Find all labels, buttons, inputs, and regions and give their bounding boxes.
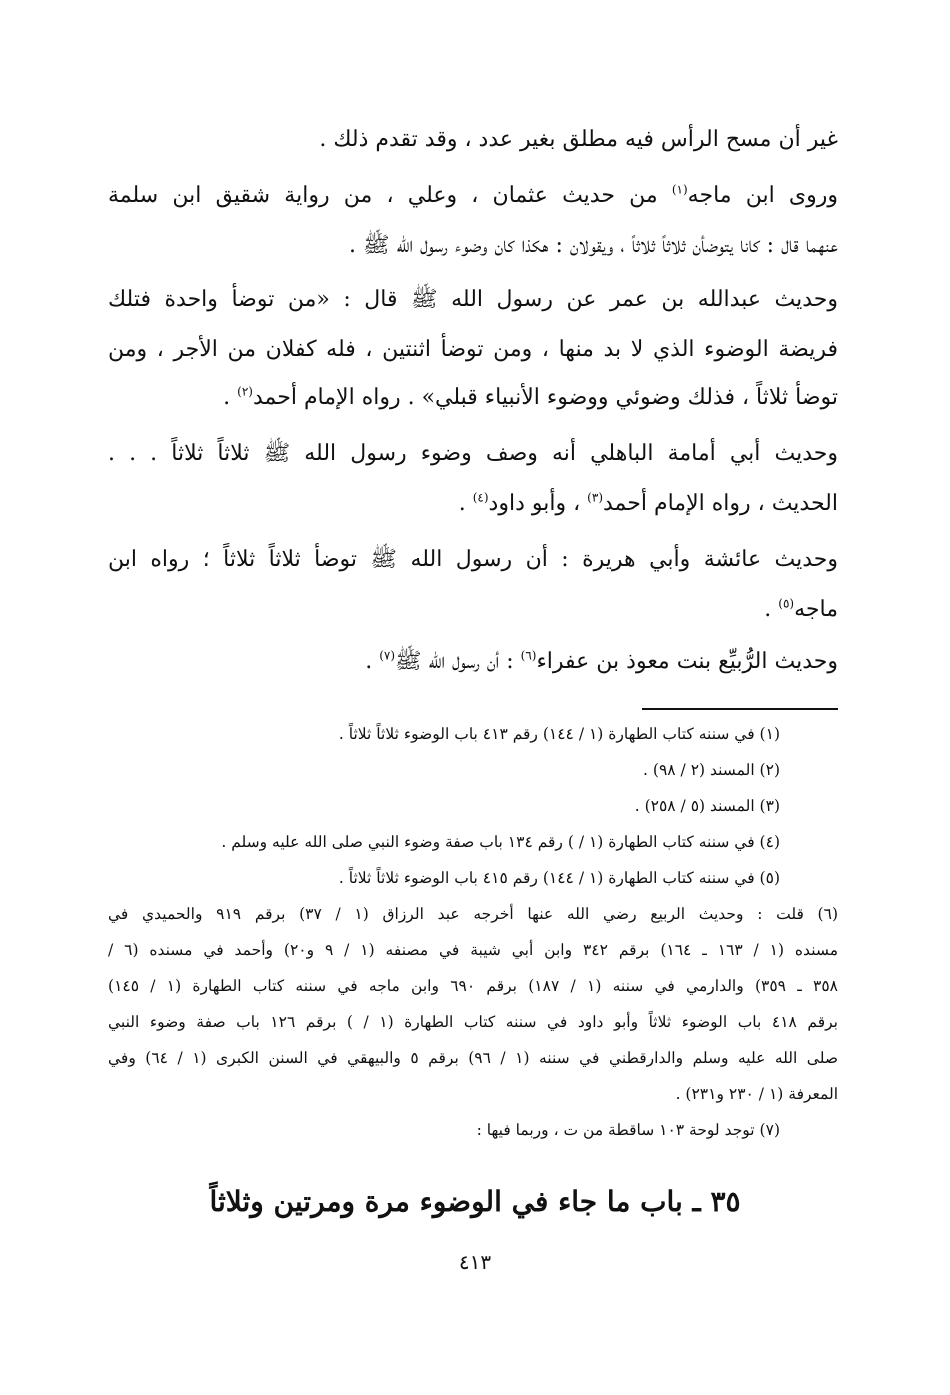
main-text-line: غير أن مسح الرأس فيه مطلق بغير عدد ، وقد تقدم ذلك . (319, 127, 838, 152)
footnote: (٢) المسند (٢ / ٩٨) . (643, 761, 780, 779)
main-text-line: توضأ ثلاثاً ، فذلك وضوئي ووضوء الأنبياء قبلي» . رواه الإمام أحمد$^{(٢)}$ . (223, 384, 838, 410)
main-text-line: وحديث عبدالله بن عمر عن رسول الله ﷺ قال : «من توضأ واحدة فتلك (108, 287, 838, 312)
footnote: برقم ٤١٨ باب الوضوء ثلاثاً وأبو داود في سننه كتاب الطهارة (١ / ) برقم ١٢٦ باب صفة وضوء النبي (108, 1013, 838, 1031)
footnote: مسنده (١ / ١٦٣ ـ ١٦٤) برقم ٣٤٢ وابن أبي شيبة في مصنفه (١ / ٩ و٢٠) وأحمد في مسنده (٦ / (108, 941, 838, 959)
chapter-heading: ٣٥ ـ باب ما جاء في الوضوء مرة ومرتين وثلاثاً (209, 1185, 741, 1218)
footnote: (٦) قلت : وحديث الربيع رضي الله عنها أخرجه عبد الرزاق (١ / ٣٧) برقم ٩١٩ والحميدي في (108, 905, 838, 923)
footnote: (٤) في سننه كتاب الطهارة (١ / ) رقم ١٣٤ باب صفة وضوء النبي صلى الله عليه وسلم . (221, 833, 780, 851)
main-text-line: ماجه$^{(٥)}$ . (764, 596, 838, 622)
page-number: ٤١٣ (458, 1250, 492, 1274)
footnote-ref[interactable]: (٣) (587, 490, 603, 505)
main-text-line: عنهما قال : كانا يتوضأن ثلاثاً ثلاثاً ، ويقولان : هكذا كان وضوء رسول الله ﷺ . (349, 233, 838, 258)
footnote-ref[interactable]: (٢) (237, 384, 253, 399)
footnote: (٥) في سننه كتاب الطهارة (١ / ١٤٤) رقم ٤١٥ باب الوضوء ثلاثاً ثلاثاً . (338, 869, 780, 887)
footnote-ref[interactable]: (٧) (379, 648, 396, 663)
main-text-line: فريضة الوضوء الذي لا بد منها ، ومن توضأ اثنتين ، فله كفلان من الأجر ، ومن (108, 337, 838, 362)
main-text-line: وحديث أبي أمامة الباهلي أنه وصف وضوء رسول الله ﷺ ثلاثاً ثلاثاً . . . (108, 441, 838, 466)
footnote-divider (642, 708, 838, 710)
footnote: صلى الله عليه وسلم والدارقطني في سننه (١ / ٩٦) برقم ٥ والبيهقي في السنن الكبرى (١ / ٦٤) وفي (108, 1049, 838, 1067)
footnote-ref[interactable]: (٤) (472, 490, 489, 505)
footnote-ref[interactable]: (١) (671, 182, 688, 197)
main-text-line: وحديث الرُّبيِّع بنت معوذ بن عفراء$^{(٦)}$ : أن رسول الله ﷺ$^{(٧)}$ . (365, 648, 838, 674)
footnote-ref[interactable]: (٥) (778, 596, 795, 611)
main-text-line: الحديث ، رواه الإمام أحمد$^{(٣)}$ ، وأبو داود$^{(٤)}$ . (458, 490, 838, 516)
main-text-line: وحديث عائشة وأبي هريرة : أن رسول الله ﷺ توضأ ثلاثاً ثلاثاً ؛ رواه ابن (108, 547, 838, 572)
main-text-line: وروى ابن ماجه$^{(١)}$ من حديث عثمان ، وعلي ، من رواية شقيق ابن سلمة (108, 182, 838, 208)
footnote: (٣) المسند (٥ / ٢٥٨) . (634, 797, 780, 815)
footnote: ٣٥٨ ـ ٣٥٩) والدارمي في سننه (١ / ١٨٧) برقم ٦٩٠ وابن ماجه في سننه كتاب الطهارة (١ / ١٤٥) (108, 977, 839, 995)
footnote: (١) في سننه كتاب الطهارة (١ / ١٤٤) رقم ٤١٣ باب الوضوء ثلاثاً ثلاثاً . (338, 725, 780, 743)
footnote: المعرفة (١ / ٢٣٠ و٢٣١) . (675, 1085, 838, 1103)
footnote-ref[interactable]: (٦) (520, 648, 537, 663)
footnote: (٧) توجد لوحة ١٠٣ ساقطة من ت ، وربما فيها : (476, 1121, 780, 1139)
